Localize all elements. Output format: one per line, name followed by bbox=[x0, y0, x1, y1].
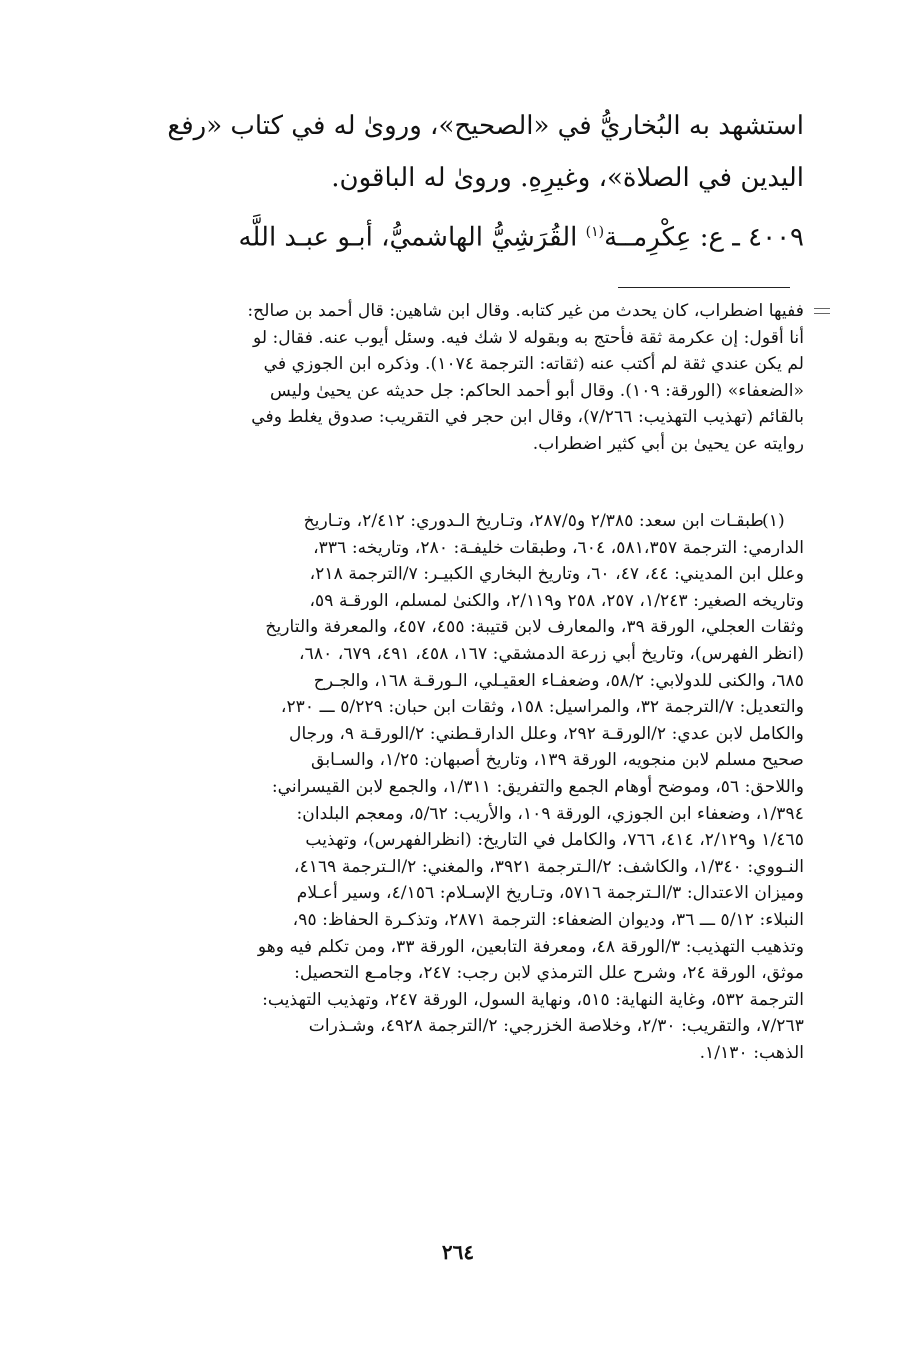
footnote-line: النـووي: ١/٣٤٠، والكاشف: ٢/الـترجمة ٣٩٢١، والمغني: ٢/الـترجمة ٤١٦٩، bbox=[293, 856, 804, 877]
footnote-line: والكامل لابن عدي: ٢/الورقـة ٢٩٢، وعلل الدارقـطني: ٢/الورقـة ٩، ورجال bbox=[288, 723, 804, 744]
footnote-line: روايته عن يحيىٰ بن أبي كثير اضطراب. bbox=[532, 433, 804, 454]
footnote-line: وتاريخه الصغير: ١/٢٤٣، ٢٥٧، ٢٥٨ و٢/١١٩، والكنىٰ لمسلم، الورقـة ٥٩، bbox=[309, 590, 804, 611]
footnote-line: وثقات العجلي، الورقة ٣٩، والمعارف لابن قتيبة: ٤٥٥، ٤٥٧، والمعرفة والتاريخ bbox=[265, 617, 804, 638]
main-text-line: استشهد به البُخاريُّ في «الصحيح»، وروىٰ له في كتاب «رفع bbox=[167, 111, 804, 141]
footnote-line: واللاحق: ٥٦، وموضح أوهام الجمع والتفريق: ١/٣١١، والجمع لابن القيسراني: bbox=[271, 776, 804, 797]
footnote-line: بالقائم (تهذيب التهذيب: ٧/٢٦٦)، وقال ابن حجر في التقريب: صدوق يغلط وفي bbox=[251, 407, 804, 428]
footnote-line: وتذهيب التهذيب: ٣/الورقة ٤٨، ومعرفة التابعين، الورقة ٣٣، ومن تكلم فيه وهو bbox=[257, 936, 804, 957]
footnote-reference: (١) bbox=[585, 224, 605, 240]
main-text-line: اليدين في الصلاة»، وغيرِهِ. وروىٰ له الباقون. bbox=[331, 163, 804, 193]
footnote-line: وعلل ابن المديني: ٤٤، ٤٧، ٦٠، وتاريخ البخاري الكبيـر: ٧/الترجمة ٢١٨، bbox=[309, 564, 804, 585]
footnote-marker: (١) bbox=[762, 511, 785, 531]
entry-name: عِكْرِمــة bbox=[604, 222, 692, 253]
entry-number: ٤٠٠٩ bbox=[748, 222, 804, 253]
footnote-line: «الضعفاء» (الورقة: ١٠٩). وقال أبو أحمد الحاكم: جل حديثه عن يحيىٰ وليس bbox=[270, 380, 804, 401]
footnote-line: وميزان الاعتدال: ٣/الـترجمة ٥٧١٦، وتـاريخ الإسـلام: ٤/١٥٦، وسير أعـلام bbox=[296, 883, 804, 904]
footnote-line: ففيها اضطراب، كان يحدث من غير كتابه. وقال ابن شاهين: قال أحمد بن صالح: bbox=[247, 301, 804, 321]
footnote-line: ٧/٢٦٣، والتقريب: ٢/٣٠، وخلاصة الخزرجي: ٢/الترجمة ٤٩٢٨، وشـذرات bbox=[308, 1016, 804, 1037]
footnote-line: لم يكن عندي ثقة لم أكتب عنه (ثقاته: الترجمة ١٠٧٤). وذكره ابن الجوزي في bbox=[263, 354, 804, 375]
entry-name-rest: القُرَشِيُّ الهاشميُّ، أبـو عبـد اللَّه bbox=[238, 222, 578, 253]
footnote-1 bbox=[100, 508, 804, 1066]
entry-code: ـ ع: bbox=[699, 222, 740, 253]
main-text bbox=[100, 100, 804, 264]
footnote-line: والتعديل: ٧/الترجمة ٣٢، والمراسيل: ١٥٨، وثقات ابن حبان: ٥/٢٢٩ ـــ ٢٣٠، bbox=[280, 697, 804, 718]
footnote-line: صحيح مسلم لابن منجويه، الورقة ١٣٩، وتاريخ أصبهان: ١/٢٥، والسـابق bbox=[311, 750, 804, 771]
footnote-line: النبلاء: ٥/١٢ ـــ ٣٦، وديوان الضعفاء: الترجمة ٢٨٧١، وتذكـرة الحفاظ: ٩٥، bbox=[292, 909, 804, 930]
footnote-line: الدارمي: الترجمة ٥٨١،٣٥٧، ٦٠٤، وطبقات خليفـة: ٢٨٠، وتاريخه: ٣٣٦، bbox=[313, 537, 804, 558]
footnote-continued bbox=[100, 298, 804, 458]
footnote-line: الذهب: ١/١٣٠. bbox=[699, 1042, 804, 1063]
page-number: ٢٦٤ bbox=[441, 1240, 475, 1264]
footnote-separator bbox=[618, 287, 790, 288]
footnote-line: الترجمة ٥٣٢، وغاية النهاية: ٥١٥، ونهاية السول، الورقة ٢٤٧، وتهذيب التهذيب: bbox=[262, 989, 804, 1010]
continuation-mark bbox=[814, 308, 832, 318]
footnote-line: أنا أقول: إن عكرمة ثقة فأحتج به وبقوله لا شك فيه. وسئل أيوب عنه. فقال: لو bbox=[252, 327, 804, 348]
footnote-line: ١/٤٦٥ و٢/١٢٩، ٤١٤، ٧٦٦، والكامل في التاريخ: (انظرالفهرس)، وتهذيب bbox=[305, 830, 804, 851]
footnote-line: طبقـات ابن سعد: ٢/٣٨٥ و٢٨٧/٥، وتـاريخ الـدوري: ٢/٤١٢، وتـاريخ bbox=[303, 511, 764, 531]
footnote-line: (انظر الفهرس)، وتاريخ أبي زرعة الدمشقي: ١٦٧، ٤٥٨، ٤٩١، ٦٧٩، ٦٨٠، bbox=[299, 643, 804, 664]
biography-entry-heading bbox=[100, 206, 804, 264]
footnote-line: ٦٨٥، والكنى للدولابي: ٥٨/٢، وضعفـاء العقيـلي، الـورقـة ١٦٨، والجـرح bbox=[313, 670, 804, 691]
footnote-line: ١/٣٩٤، وضعفاء ابن الجوزي، الورقة ١٠٩، والأريب: ٥/٦٢، ومعجم البلدان: bbox=[296, 803, 804, 824]
footnote-line: موثق، الورقة ٢٤، وشرح علل الترمذي لابن رجب: ٢٤٧، وجامـع التحصيل: bbox=[294, 963, 804, 984]
